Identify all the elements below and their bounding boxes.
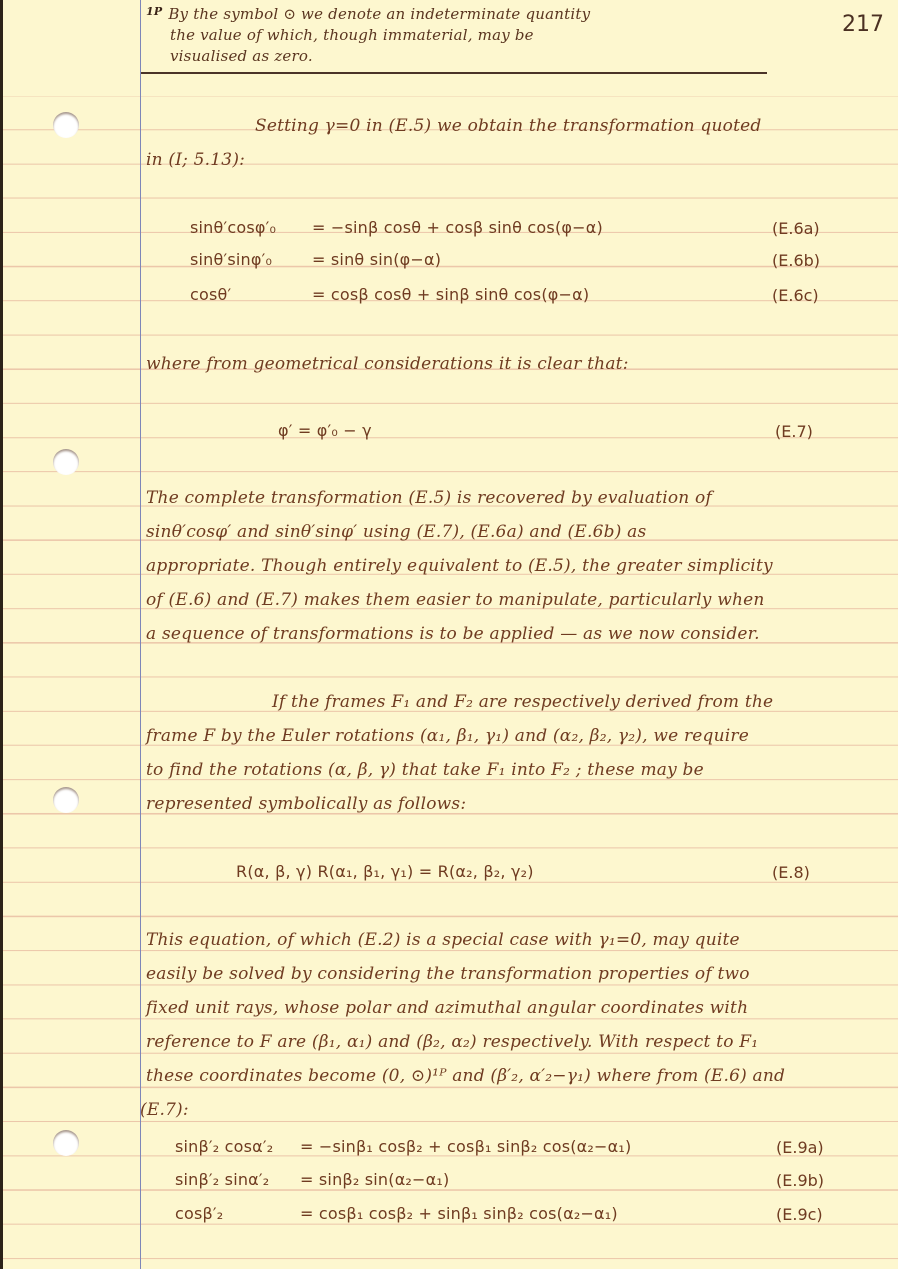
equation-label: (E.9a) [776, 1138, 824, 1157]
body-line: (E.7): [140, 1100, 189, 1120]
equation-e6a-lhs: sinθ′cosφ′₀ [190, 218, 277, 237]
body-line: represented symbolically as follows: [146, 794, 467, 814]
page-number: 217 [842, 12, 884, 37]
body-line: reference to F are (β₁, α₁) and (β₂, α₂) respectively. With respect to F₁ [146, 1032, 759, 1052]
equation-label: (E.6a) [772, 219, 820, 238]
body-line: where from geometrical considerations it is clear that: [146, 354, 629, 374]
equation-label: (E.9b) [776, 1171, 825, 1190]
equation-e9b-lhs: sinβ′₂ sinα′₂ [175, 1170, 270, 1189]
body-line: these coordinates become (0, ⊙)¹ᴾ and (β′₂, α′₂−γ₁) where from (E.6) and [146, 1066, 786, 1086]
footnote-text: By the symbol ⊙ we denote an indeterminate quantity [168, 5, 591, 23]
body-line: frame F by the Euler rotations (α₁, β₁, γ₁) and (α₂, β₂, γ₂), we require [146, 726, 749, 746]
equation-label: (E.7) [775, 422, 813, 441]
body-line: of (E.6) and (E.7) makes them easier to manipulate, particularly when [146, 590, 765, 610]
body-line: This equation, of which (E.2) is a special case with γ₁=0, may quite [146, 930, 740, 950]
body-line: a sequence of transformations is to be applied — as we now consider. [146, 624, 760, 644]
footnote-marker: 1P [146, 5, 163, 18]
equation-e7: φ′ = φ′₀ − γ [278, 421, 372, 440]
equation-e9b-rhs: = sinβ₂ sin(α₂−α₁) [300, 1170, 450, 1189]
footnote-line: visualised as zero. [170, 47, 313, 65]
equation-e9c-rhs: = cosβ₁ cosβ₂ + sinβ₁ sinβ₂ cos(α₂−α₁) [300, 1204, 618, 1223]
equation-e6c-lhs: cosθ′ [190, 285, 232, 304]
body-line: easily be solved by considering the transformation properties of two [146, 964, 750, 984]
footnote-line: the value of which, though immaterial, may be [170, 26, 534, 44]
punch-hole-icon [53, 787, 79, 813]
body-line: If the frames F₁ and F₂ are respectively derived from the [272, 692, 774, 712]
equation-label: (E.9c) [776, 1205, 823, 1224]
punch-hole-icon [53, 449, 79, 475]
footnote-divider [141, 72, 767, 74]
equation-e8: R(α, β, γ) R(α₁, β₁, γ₁) = R(α₂, β₂, γ₂) [236, 862, 534, 881]
body-line: The complete transformation (E.5) is recovered by evaluation of [146, 488, 712, 508]
equation-e9a-rhs: = −sinβ₁ cosβ₂ + cosβ₁ sinβ₂ cos(α₂−α₁) [300, 1137, 632, 1156]
punch-hole-icon [53, 1130, 79, 1156]
equation-label: (E.6b) [772, 251, 821, 270]
punch-hole-icon [53, 112, 79, 138]
equation-label: (E.6c) [772, 286, 819, 305]
equation-label: (E.8) [772, 863, 810, 882]
body-line: appropriate. Though entirely equivalent to (E.5), the greater simplicity [146, 556, 773, 576]
margin-rule [140, 0, 141, 1269]
body-line: fixed unit rays, whose polar and azimuthal angular coordinates with [146, 998, 749, 1018]
equation-e6b-lhs: sinθ′sinφ′₀ [190, 250, 273, 269]
page-edge-shadow [0, 0, 3, 1269]
equation-e6a-rhs: = −sinβ cosθ + cosβ sinθ cos(φ−α) [312, 218, 603, 237]
equation-e9c-lhs: cosβ′₂ [175, 1204, 224, 1223]
body-line: to find the rotations (α, β, γ) that take F₁ into F₂ ; these may be [146, 760, 704, 780]
intro-line: in (I; 5.13): [146, 150, 246, 170]
footnote-line [146, 5, 590, 23]
equation-e9a-lhs: sinβ′₂ cosα′₂ [175, 1137, 274, 1156]
body-line: sinθ′cosφ′ and sinθ′sinφ′ using (E.7), (E.6a) and (E.6b) as [146, 522, 647, 542]
equation-e6b-rhs: = sinθ sin(φ−α) [312, 250, 442, 269]
intro-line: Setting γ=0 in (E.5) we obtain the transformation quoted [255, 116, 762, 136]
equation-e6c-rhs: = cosβ cosθ + sinβ sinθ cos(φ−α) [312, 285, 590, 304]
